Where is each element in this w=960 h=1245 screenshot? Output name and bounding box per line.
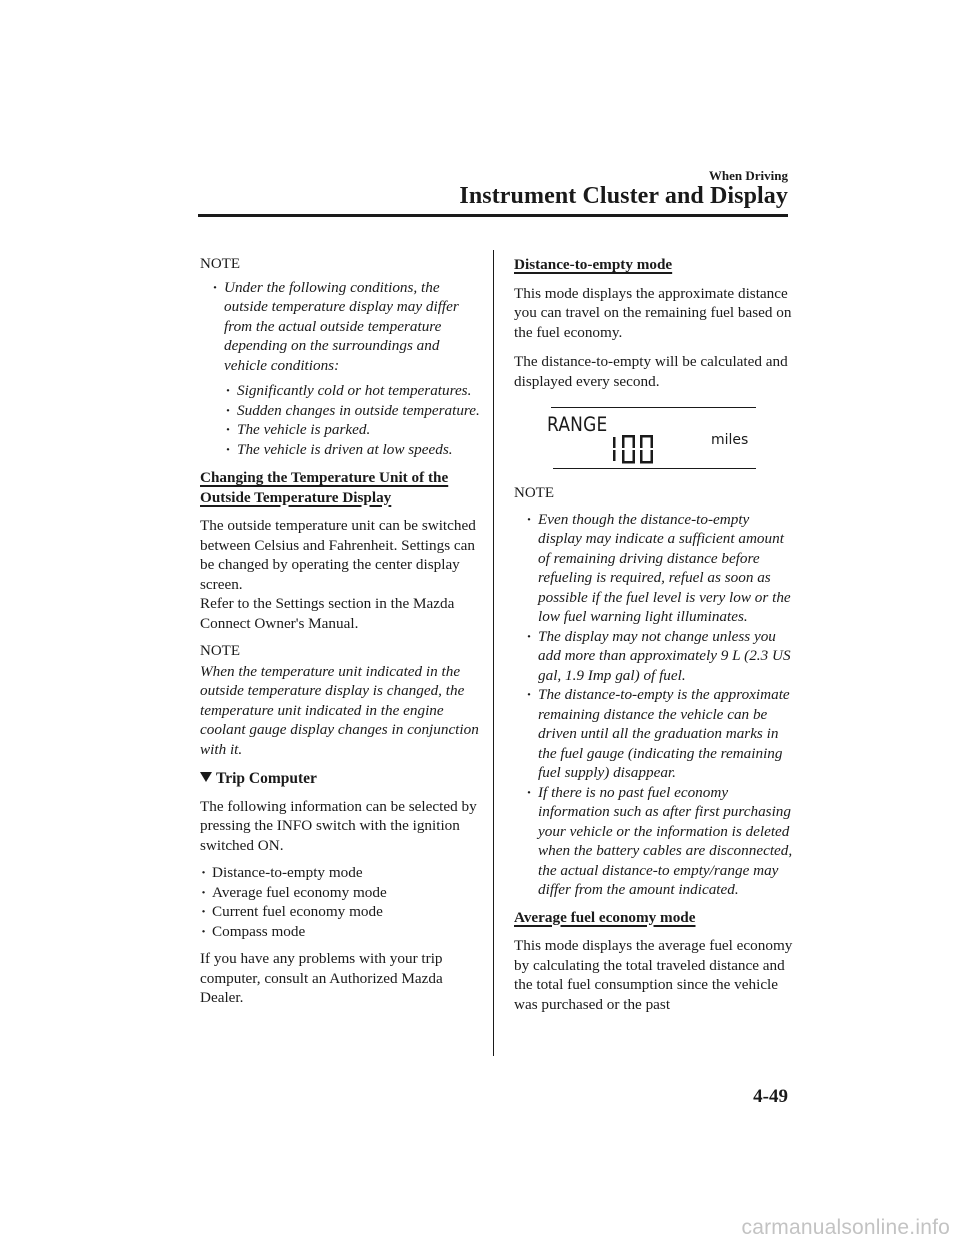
- note-label: NOTE: [514, 485, 554, 501]
- note-intro: · Under the following conditions, the outside temperature display may differ from the actual outside temperature depending on the surroundings and vehicle conditions:: [212, 278, 480, 376]
- unit-label: miles: [711, 432, 749, 448]
- figure-rule: [551, 407, 756, 408]
- page-title: Instrument Cluster and Display: [459, 183, 788, 209]
- list-item: · Even though the distance-to-empty display may indicate a sufficient amount of remaining driving distance before refueling is required, refuel as soon as possible if the fuel level is very low or the low fuel warning light illuminates.: [526, 510, 794, 627]
- unit-paragraph-2: Refer to the Settings section in the Mazda Connect Owner's Manual.: [200, 595, 455, 632]
- note-label: NOTE: [200, 643, 240, 659]
- range-label: RANGE: [547, 413, 608, 437]
- list-item: · Distance-to-empty mode: [200, 863, 480, 883]
- header-rule: [198, 214, 788, 217]
- list-item: · Average fuel economy mode: [200, 883, 480, 903]
- trip-paragraph: The following information can be selected by pressing the INFO switch with the ignition switched ON.: [200, 797, 477, 854]
- segment-digits: [606, 433, 666, 467]
- list-item: · Current fuel economy mode: [200, 902, 480, 922]
- trip-problem-paragraph: If you have any problems with your trip computer, consult an Authorized Mazda Dealer.: [200, 950, 443, 1006]
- list-item: · The distance-to-empty is the approximate remaining distance the vehicle can be driven until all the graduation marks in the fuel gauge (indicating the remaining fuel supply) disappear.: [526, 685, 794, 783]
- list-item: · Sudden changes in outside temperature.: [225, 401, 480, 421]
- note-condition-list: [200, 381, 480, 459]
- left-column: [200, 255, 480, 1008]
- section-heading-temperature-unit: [200, 468, 480, 507]
- heading-line: Outside Temperature Display: [200, 488, 392, 506]
- list-item: · The vehicle is driven at low speeds.: [225, 440, 480, 460]
- trip-heading-label: Trip Computer: [216, 770, 317, 787]
- dte-paragraph: The distance-to-empty will be calculated and displayed every second.: [514, 353, 788, 390]
- figure-rule: [553, 468, 756, 469]
- section-label: When Driving: [708, 168, 788, 183]
- triangle-down-icon: [200, 772, 212, 782]
- afe-paragraph: This mode displays the average fuel economy by calculating the total traveled distance and the total fuel consumption since the vehicle was purchased or the past: [514, 937, 793, 1013]
- page-number: 4-49: [753, 1086, 788, 1107]
- list-item: · The display may not change unless you add more than approximately 9 L (2.3 US gal, 1.9 Imp gal) of fuel.: [526, 627, 794, 686]
- trip-mode-list: [200, 863, 480, 941]
- trip-computer-heading: [200, 769, 480, 789]
- list-item: · The vehicle is parked.: [225, 420, 480, 440]
- note-text: When the temperature unit indicated in the outside temperature display is changed, the temperature unit indicated in the engine coolant gauge display changes in conjunction with it.: [200, 662, 479, 758]
- dte-note-list: [514, 510, 794, 900]
- range-display-figure: [547, 407, 761, 471]
- note-label: NOTE: [200, 256, 240, 272]
- distance-to-empty-heading: Distance-to-empty mode: [514, 256, 673, 273]
- list-item: · Compass mode: [200, 922, 480, 942]
- unit-paragraph: The outside temperature unit can be switched between Celsius and Fahrenheit. Settings can be changed by operating the center display screen.: [200, 517, 476, 593]
- list-item: · Significantly cold or hot temperatures.: [225, 381, 480, 401]
- right-column: [514, 255, 794, 1014]
- column-divider: [493, 250, 494, 1056]
- dte-paragraph: This mode displays the approximate distance you can travel on the remaining fuel based on the fuel economy.: [514, 284, 792, 341]
- watermark: carmanualsonline.info: [741, 1216, 950, 1239]
- heading-line: Changing the Temperature Unit of the: [200, 469, 449, 486]
- average-fuel-economy-heading: Average fuel economy mode: [514, 908, 696, 926]
- list-item: · If there is no past fuel economy information such as after first purchasing your vehicle or the information is deleted when the battery cables are disconnected, the actual distance-to empty/range may differ from the amount indicated.: [526, 783, 794, 900]
